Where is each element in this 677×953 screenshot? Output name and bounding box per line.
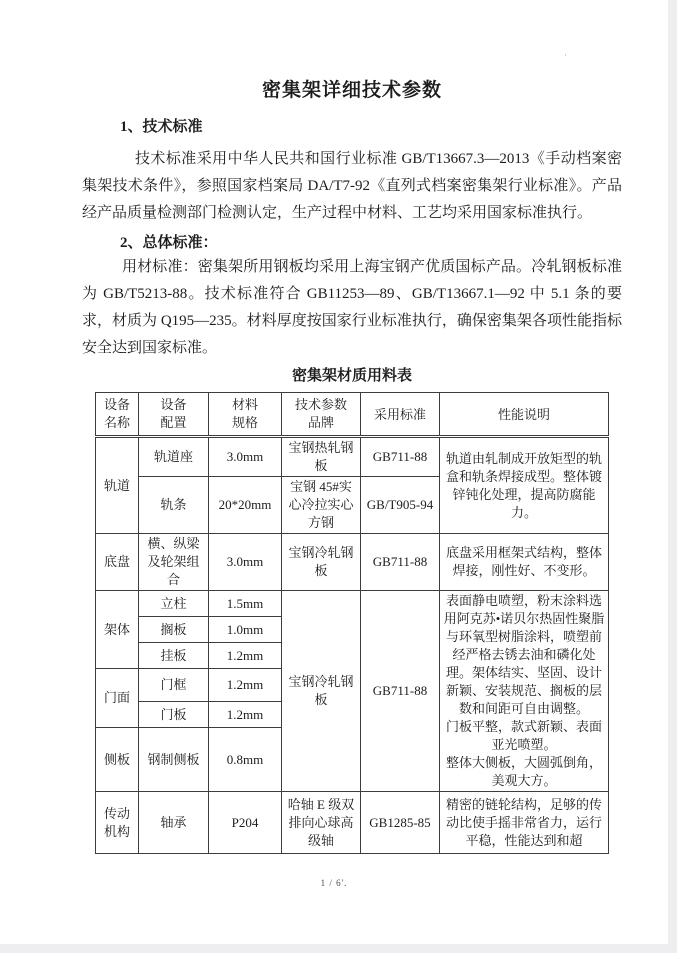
cell-spec: 20*20mm xyxy=(209,477,282,534)
cell-device-name: 架体 xyxy=(96,591,139,669)
col-header-material-spec: 材料规格 xyxy=(209,393,282,437)
col-header-performance: 性能说明 xyxy=(440,393,609,437)
cell-performance: 轨道由轧制成开放矩型的轨盒和轨条焊接成型。整体镀锌钝化处理，提高防腐能力。 xyxy=(440,437,609,534)
cell-spec: 3.0mm xyxy=(209,437,282,477)
cell-spec: 1.5mm xyxy=(209,591,282,617)
page-title: 密集架详细技术参数 xyxy=(261,80,442,101)
corner-artifact-mark: · xyxy=(564,50,567,60)
page-number: 1 / 6'. xyxy=(320,878,348,888)
materials-table xyxy=(95,392,609,854)
table-row-chuandong xyxy=(96,792,609,854)
cell-config: 轴承 xyxy=(139,792,209,854)
cell-brand: 哈轴 E 级双排向心球高级轴 xyxy=(282,792,361,854)
cell-performance: 精密的链轮结构，足够的传动比使手摇非常省力，运行平稳，性能达到和超 xyxy=(440,792,609,854)
section-heading-2: 2、总体标准： xyxy=(120,235,218,251)
cell-standard: GB711-88 xyxy=(361,437,440,477)
cell-brand: 宝钢热轧钢板 xyxy=(282,437,361,477)
cell-brand: 宝钢冷轧钢板 xyxy=(282,591,361,792)
cell-device-name: 底盘 xyxy=(96,534,139,591)
performance-paragraph: 整体大侧板，大圆弧倒角，美观大方。 xyxy=(445,755,602,788)
cell-config: 钢制侧板 xyxy=(139,728,209,792)
table-row-lizhu xyxy=(96,591,609,617)
table-row-dipan xyxy=(96,534,609,591)
table-row-guidaozuo xyxy=(96,437,609,477)
cell-brand: 宝钢冷轧钢板 xyxy=(282,534,361,591)
cell-spec: P204 xyxy=(209,792,282,854)
performance-paragraph: 表面静电喷塑，粉末涂料选用阿克苏•诺贝尔热固性聚脂与环氧型树脂涂料，喷塑前经严格去锈去油和磷化处理。架体结实、坚固、设计新颖、安装规范、搁板的层数和间距可自由调整。 xyxy=(443,593,605,716)
table-header-row xyxy=(96,393,609,437)
cell-config: 横、纵梁及轮架组合 xyxy=(139,534,209,591)
col-header-tech-brand: 技术参数品牌 xyxy=(282,393,361,437)
cell-performance: 底盘采用框架式结构，整体焊接，刚性好、不变形。 xyxy=(440,534,609,591)
cell-device-name: 侧板 xyxy=(96,728,139,792)
cell-device-name: 门面 xyxy=(96,669,139,728)
cell-spec: 1.2mm xyxy=(209,643,282,669)
performance-paragraph: 门板平整，款式新颖、表面亚光喷塑。 xyxy=(445,719,602,752)
cell-standard: GB711-88 xyxy=(361,534,440,591)
cell-standard: GB/T905-94 xyxy=(361,477,440,534)
cell-config: 门板 xyxy=(139,702,209,728)
section-heading-1: 1、技术标准 xyxy=(120,119,203,135)
cell-config: 轨道座 xyxy=(139,437,209,477)
col-header-device-name: 设备名称 xyxy=(96,393,139,437)
cell-config: 挂板 xyxy=(139,643,209,669)
cell-config: 搁板 xyxy=(139,617,209,643)
cell-config: 轨条 xyxy=(139,477,209,534)
col-header-device-config: 设备配置 xyxy=(139,393,209,437)
cell-spec: 1.2mm xyxy=(209,669,282,702)
cell-config: 立柱 xyxy=(139,591,209,617)
cell-brand: 宝钢 45#实心冷拉实心方钢 xyxy=(282,477,361,534)
col-header-standard: 采用标准 xyxy=(361,393,440,437)
cell-spec: 3.0mm xyxy=(209,534,282,591)
cell-device-name: 轨道 xyxy=(96,437,139,534)
table-caption: 密集架材质用料表 xyxy=(291,368,412,384)
cell-standard: GB1285-85 xyxy=(361,792,440,854)
cell-device-name: 传动机构 xyxy=(96,792,139,854)
cell-config: 门框 xyxy=(139,669,209,702)
cell-standard: GB711-88 xyxy=(361,591,440,792)
cell-performance xyxy=(440,591,609,792)
document-content xyxy=(82,0,622,854)
cell-spec: 0.8mm xyxy=(209,728,282,792)
cell-spec: 1.0mm xyxy=(209,617,282,643)
body-paragraph-1: 技术标准采用中华人民共和国行业标准 GB/T13667.3—2013《手动档案密集架技术条件》，参照国家档案局 DA/T7-92《直列式档案密集架行业标准》。产品经产品质量检测部门检测认定，生产过程中材料、工艺均采用国家标准执行。 xyxy=(82,151,622,221)
cell-spec: 1.2mm xyxy=(209,702,282,728)
body-paragraph-2: 用材标准：密集架所用钢板均采用上海宝钢产优质国标产品。冷轧钢板标准为 GB/T5213-88。技术标准符合 GB11253—89、GB/T13667.1—92 中 5.1 条的要求，材质为 Q195—235。材料厚度按国家行业标准执行，确保密集架各项性能指标安全达到国家标准。 xyxy=(82,259,622,356)
